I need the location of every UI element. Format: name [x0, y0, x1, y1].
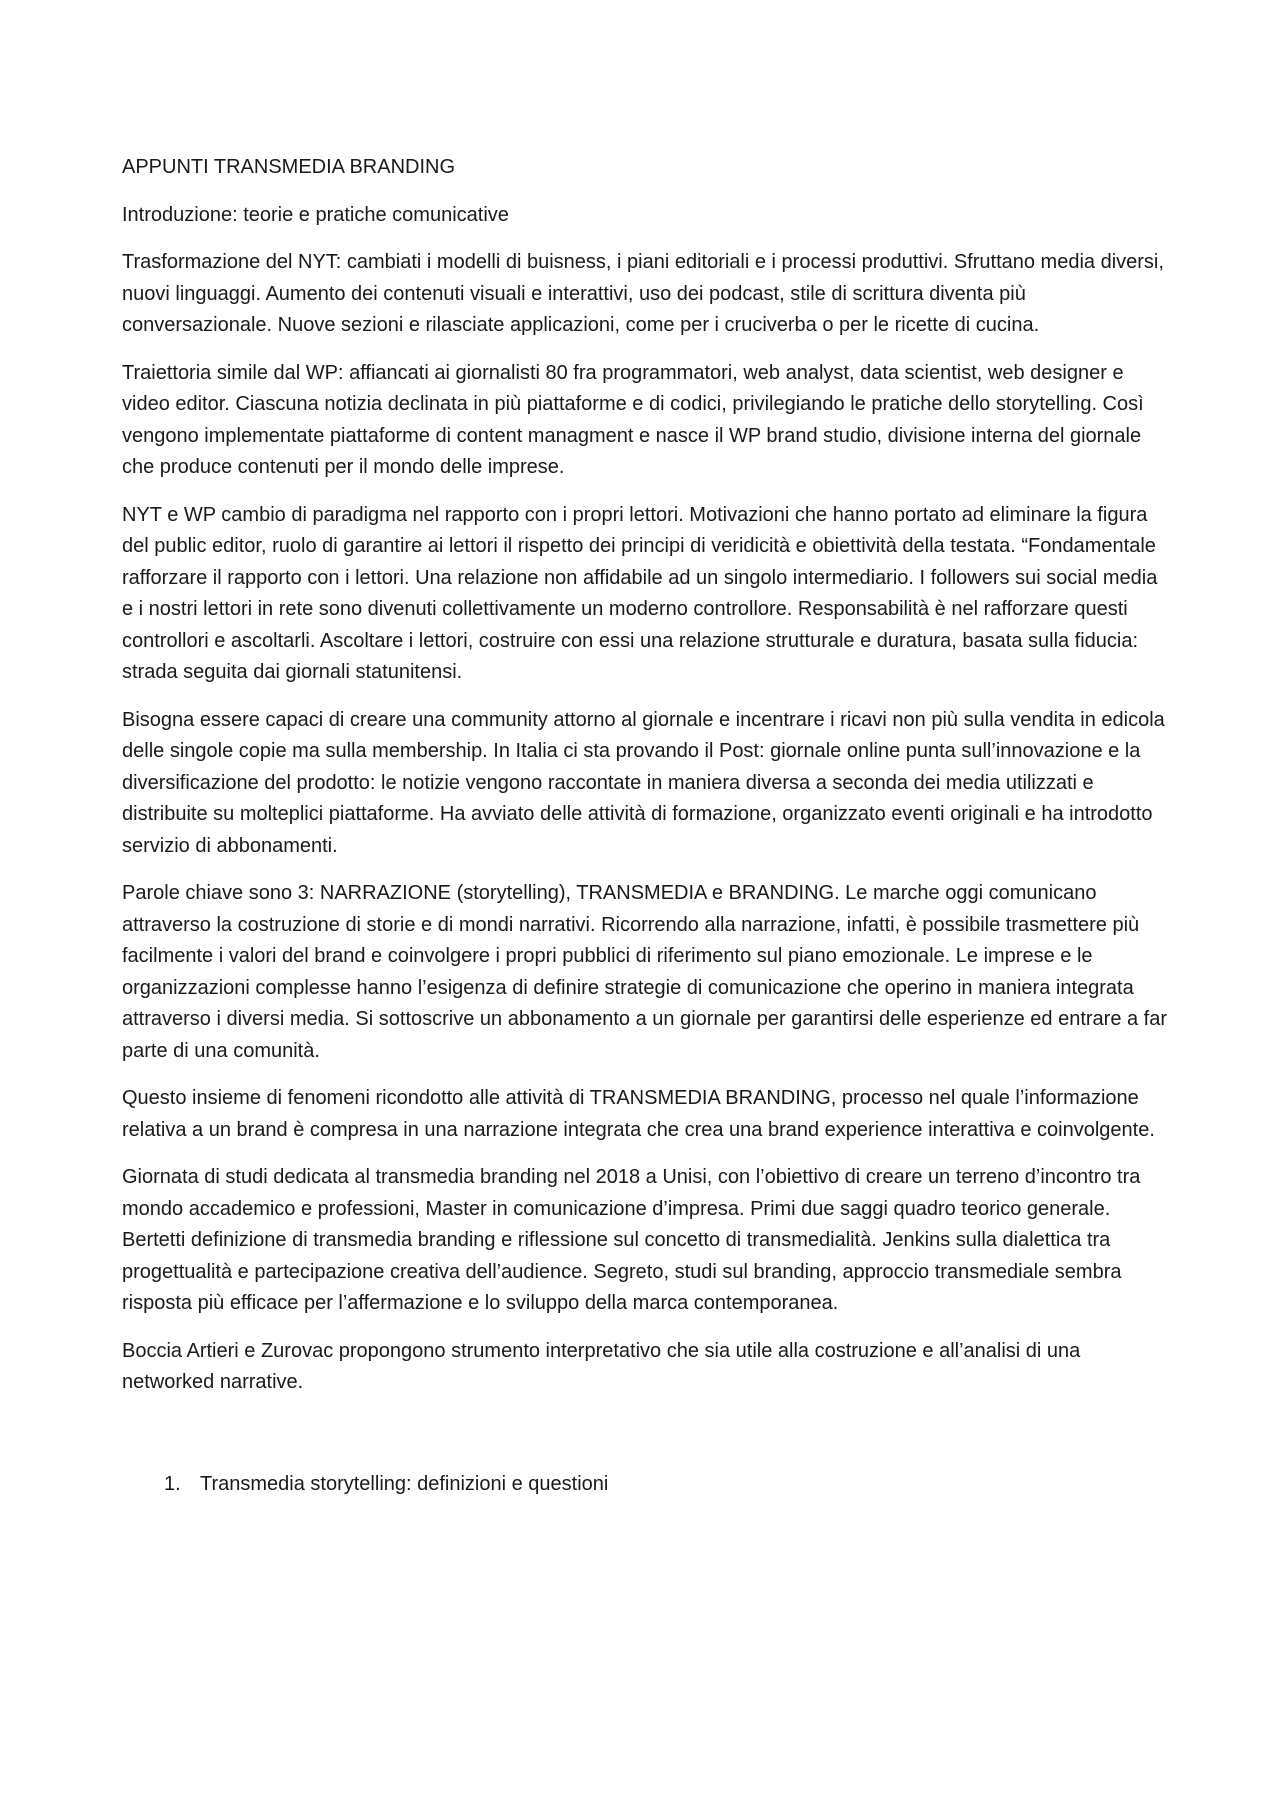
list-item-number: 1.: [164, 1472, 181, 1495]
paragraph: Boccia Artieri e Zurovac propongono strumento interpretativo che sia utile alla costruzione e all’analisi di una networked narrative.: [122, 1339, 1081, 1393]
paragraph: Traiettoria simile dal WP: affiancati ai giornalisti 80 fra programmatori, web analyst, data scientist, web designer e video editor. Ciascuna notizia declinata in più piattaforme e di codici, privilegiando le pratiche dello storytelling. Così vengono implementate piattaforme di content managment e nasce il WP brand studio, divisione interna del giornale che produce contenuti per il mondo delle imprese.: [122, 361, 1144, 478]
paragraph: Parole chiave sono 3: NARRAZIONE (storytelling), TRANSMEDIA e BRANDING. Le marche oggi comunicano attraverso la costruzione di storie e di mondi narrativi. Ricorrendo alla narrazione, infatti, è possibile trasmettere più facilmente i valori del brand e coinvolgere i propri pubblici di riferimento sul piano emozionale. Le imprese e le organizzazioni complesse hanno l’esigenza di definire strategie di comunicazione che operino in maniera integrata attraverso i diversi media. Si sottoscrive un abbonamento a un giornale per garantirsi delle esperienze ed entrare a far parte di una comunità.: [122, 882, 1168, 1062]
document-subtitle: Introduzione: teorie e pratiche comunicative: [122, 203, 509, 226]
paragraph: Trasformazione del NYT: cambiati i modelli di buisness, i piani editoriali e i processi produttivi. Sfruttano media diversi, nuovi linguaggi. Aumento dei contenuti visuali e interattivi, uso dei podcast, stile di scrittura diventa più conversazionale. Nuove sezioni e rilasciate applicazioni, come per i cruciverba o per le ricette di cucina.: [122, 251, 1164, 336]
paragraph: Questo insieme di fenomeni ricondotto alle attività di TRANSMEDIA BRANDING, processo nel quale l’informazione relativa a un brand è compresa in una narrazione integrata che crea una brand experience interattiva e coinvolgente.: [122, 1087, 1155, 1141]
paragraph: NYT e WP cambio di paradigma nel rapporto con i propri lettori. Motivazioni che hanno portato ad eliminare la figura del public editor, ruolo di garantire ai lettori il rispetto dei principi di veridicità e obiettività della testata. “Fondamentale rafforzare il rapporto con i lettori. Una relazione non affidabile ad un singolo intermediario. I followers sui social media e i nostri lettori in rete sono divenuti collettivamente un moderno controllore. Responsabilità è nel rafforzare questi controllori e ascoltarli. Ascoltare i lettori, costruire con essi una relazione strutturale e duratura, basata sulla fiducia: strada seguita dai giornali statunitensi.: [122, 503, 1158, 683]
list-item-text: Transmedia storytelling: definizioni e questioni: [200, 1472, 609, 1495]
numbered-list: [122, 1469, 1172, 1501]
paragraph: Giornata di studi dedicata al transmedia branding nel 2018 a Unisi, con l’obiettivo di creare un terreno d’incontro tra mondo accademico e professioni, Master in comunicazione d’impresa. Primi due saggi quadro teorico generale. Bertetti definizione di transmedia branding e riflessione sul concetto di transmedialità. Jenkins sulla dialettica tra progettualità e partecipazione creativa dell’audience. Segreto, studi sul branding, approccio transmediale sembra risposta più efficace per l’affermazione e lo sviluppo della marca contemporanea.: [122, 1166, 1141, 1314]
document-title: APPUNTI TRANSMEDIA BRANDING: [122, 156, 456, 178]
paragraph: Bisogna essere capaci di creare una community attorno al giornale e incentrare i ricavi non più sulla vendita in edicola delle singole copie ma sulla membership. In Italia ci sta provando il Post: giornale online punta sull’innovazione e la diversificazione del prodotto: le notizie vengono raccontate in maniera diversa a seconda dei media utilizzati e distribuite su molteplici piattaforme. Ha avviato delle attività di formazione, organizzato eventi originali e ha introdotto servizio di abbonamenti.: [122, 708, 1165, 857]
document-body: [122, 152, 1172, 1500]
list-item: [122, 1469, 1172, 1501]
